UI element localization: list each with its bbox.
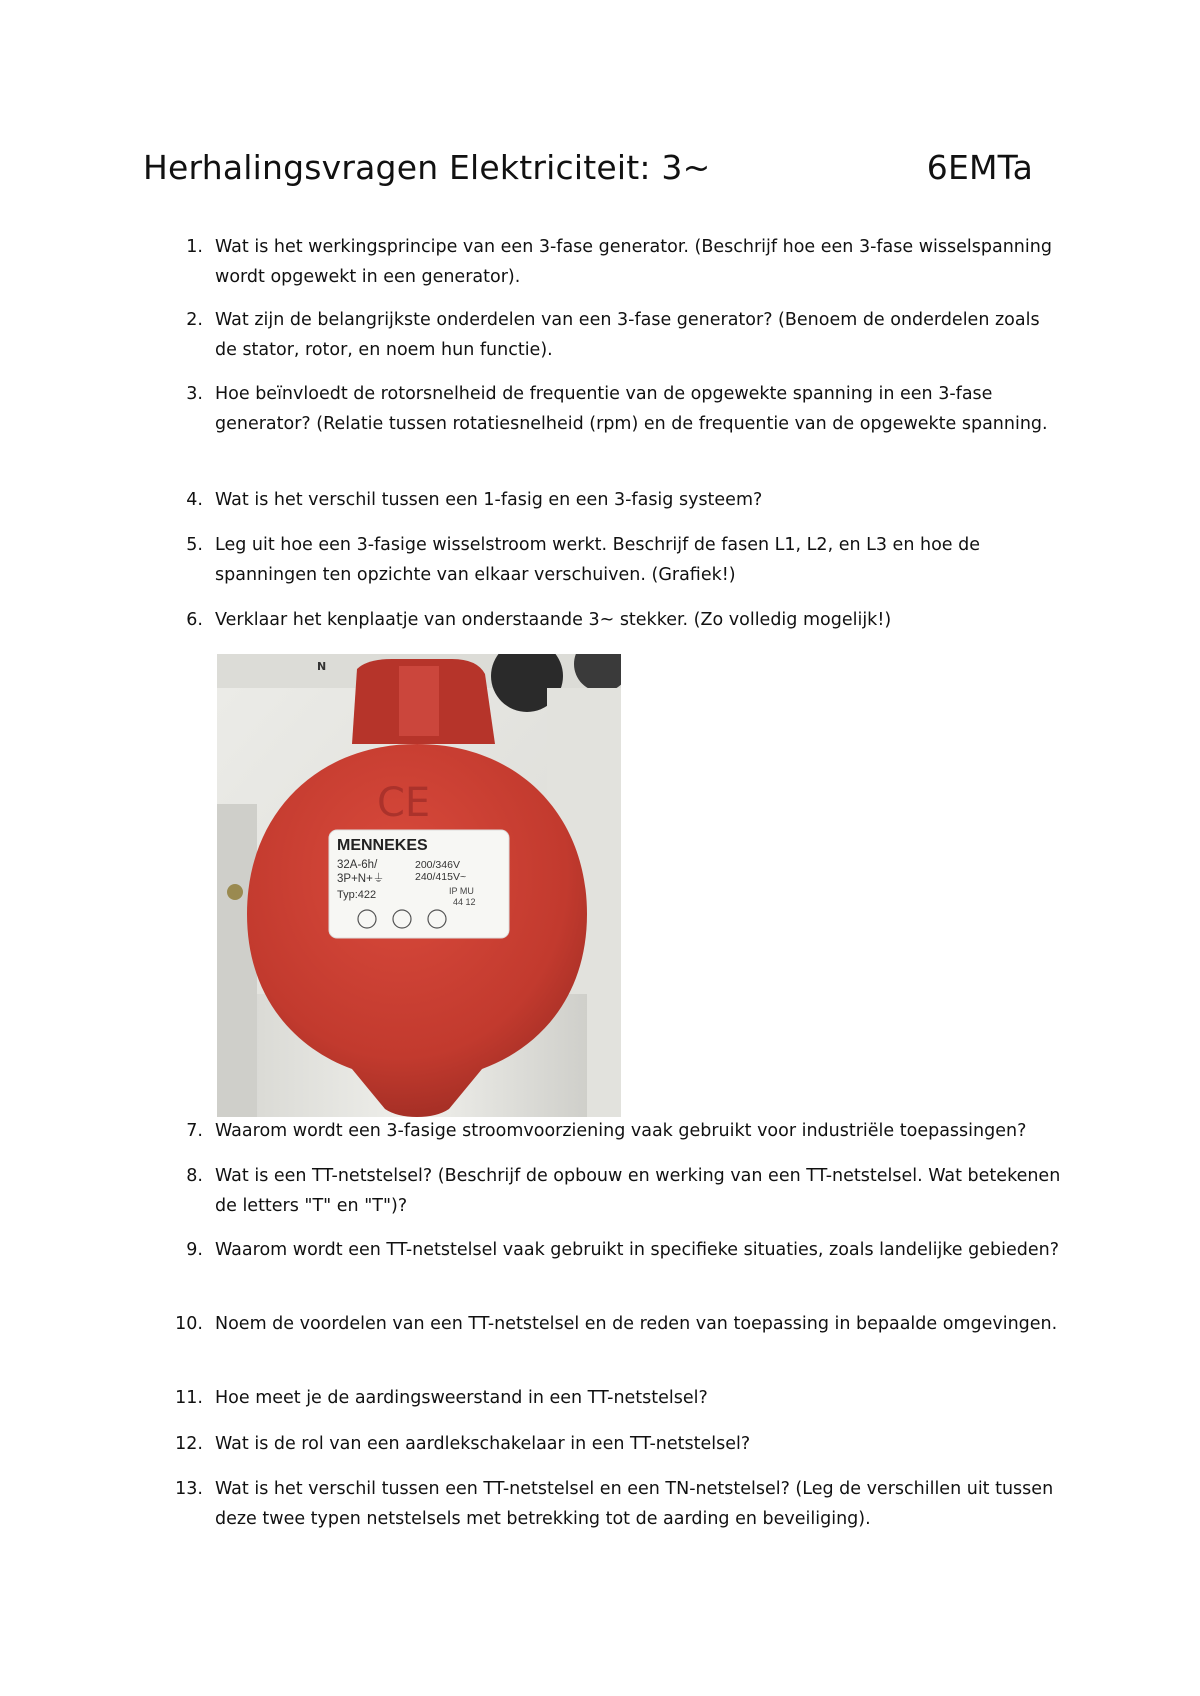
question-text: Wat zijn de belangrijkste onderdelen van een 3-fase generator? (Benoem de onderdelen zoals de stator, rotor, en noem hun functie). — [215, 310, 1040, 360]
question-text: Verklaar het kenplaatje van onderstaande 3~ stekker. (Zo volledig mogelijk!) — [215, 610, 892, 630]
question-item-1 — [143, 233, 1063, 292]
question-number: 9. — [186, 1240, 203, 1260]
question-number: 3. — [186, 384, 203, 404]
question-text: Leg uit hoe een 3-fasige wisselstroom werkt. Beschrijf de fasen L1, L2, en L3 en hoe de spanningen ten opzichte van elkaar verschuiven. (Grafiek!) — [215, 535, 980, 585]
question-text: Hoe beïnvloedt de rotorsnelheid de frequentie van de opgewekte spanning in een 3-fase generator? (Relatie tussen rotatiesnelheid (rpm) en de frequentie van de opgewekte spanning. — [215, 384, 1048, 434]
question-text: Waarom wordt een TT-netstelsel vaak gebruikt in specifieke situaties, zoals landelijke gebieden? — [215, 1240, 1060, 1260]
question-number: 4. — [186, 490, 203, 510]
plug-photo — [217, 654, 621, 1117]
page-title: Herhalingsvragen Elektriciteit: 3~ — [143, 148, 711, 187]
question-item-13 — [143, 1475, 1063, 1534]
question-number: 10. — [175, 1314, 203, 1334]
ip-text: 44 12 — [453, 897, 476, 907]
question-text: Wat is het verschil tussen een TT-netstelsel en een TN-netstelsel? (Leg de verschillen uit tussen deze twee typen netstelsels met betrekking tot de aarding en beveiliging). — [215, 1479, 1054, 1529]
header — [143, 148, 1033, 187]
question-number: 5. — [186, 535, 203, 555]
hinge-highlight — [399, 666, 439, 736]
question-text: Waarom wordt een 3-fasige stroomvoorziening vaak gebruikt voor industriële toepassingen? — [215, 1121, 1027, 1141]
question-item-6 — [143, 606, 1063, 636]
cee-plug-illustration — [217, 654, 621, 1117]
housing-side — [217, 804, 257, 1117]
question-text: Wat is het verschil tussen een 1-fasig en een 3-fasig systeem? — [215, 490, 763, 510]
question-number: 11. — [175, 1388, 203, 1408]
question-text: Wat is een TT-netstelsel? (Beschrijf de opbouw en werking van een TT-netstelsel. Wat betekenen de letters "T" en "T")? — [215, 1166, 1061, 1216]
voltage-text: 200/346V — [415, 859, 460, 871]
question-item-3 — [143, 380, 1063, 439]
question-number: 2. — [186, 310, 203, 330]
housing-screw — [227, 884, 243, 900]
question-number: 7. — [186, 1121, 203, 1141]
question-item-10 — [143, 1310, 1063, 1340]
rating-text: 32A-6h/ — [337, 859, 378, 871]
question-number: 13. — [175, 1479, 203, 1499]
panel-letter: N — [317, 660, 327, 673]
question-item-8 — [143, 1162, 1063, 1221]
question-text: Wat is het werkingsprincipe van een 3-fase generator. (Beschrijf hoe een 3-fase wisselspanning wordt opgewekt in een generator). — [215, 237, 1052, 287]
question-item-9 — [143, 1236, 1063, 1266]
ip-text: IP MU — [449, 886, 474, 896]
question-item-2 — [143, 306, 1063, 365]
brand-name: MENNEKES — [337, 837, 428, 854]
question-item-11 — [143, 1384, 1063, 1414]
question-number: 1. — [186, 237, 203, 257]
ce-mark: CE — [377, 780, 431, 826]
question-item-4 — [143, 486, 1063, 516]
question-text: Noem de voordelen van een TT-netstelsel en de reden van toepassing in bepaalde omgevingen. — [215, 1314, 1058, 1334]
voltage-text: 240/415V~ — [415, 871, 467, 883]
question-item-5 — [143, 531, 1063, 590]
class-code: 6EMTa — [926, 148, 1033, 187]
question-number: 12. — [175, 1434, 203, 1454]
question-item-12 — [143, 1430, 1063, 1460]
question-number: 8. — [186, 1166, 203, 1186]
question-text: Wat is de rol van een aardlekschakelaar in een TT-netstelsel? — [215, 1434, 751, 1454]
question-item-7 — [143, 1117, 1063, 1147]
question-number: 6. — [186, 610, 203, 630]
question-text: Hoe meet je de aardingsweerstand in een TT-netstelsel? — [215, 1388, 708, 1408]
rating-text: 3P+N+⏚ — [337, 873, 385, 885]
type-text: Typ:422 — [337, 889, 377, 901]
